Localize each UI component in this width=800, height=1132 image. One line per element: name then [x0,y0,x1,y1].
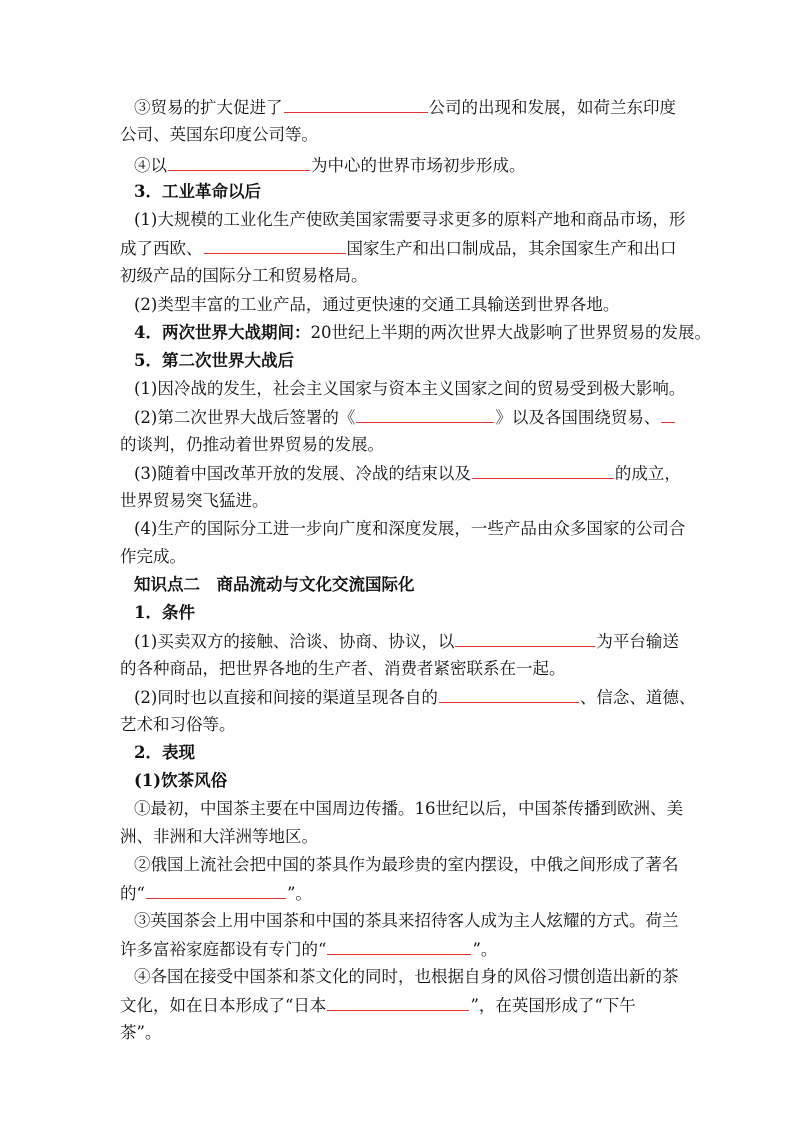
fill-blank[interactable] [356,406,494,423]
fill-blank[interactable] [204,237,346,254]
text-line: 公司、英国东印度公司等。 [120,125,318,144]
text-line: ④各国在接受中国茶和茶文化的同时，也根据自身的风俗习惯创造出新的茶 [134,967,679,986]
fill-blank[interactable] [146,882,286,899]
text-line: (1)大规模的工业化生产使欧美国家需要寻求更多的原料产地和商品市场，形 [134,210,686,229]
fill-blank[interactable] [284,96,428,113]
text-line: 茶”。 [120,1023,162,1042]
text-line: 世界贸易突飞猛进。 [120,491,269,510]
fill-blank[interactable] [455,630,595,647]
text-line: (3)随着中国改革开放的发展、冷战的结束以及 的成立， [134,464,681,483]
text-line: 的“ ”。 [120,884,312,903]
text-line: ③英国茶会上用中国茶和中国的茶具来招待客人成为主人炫耀的方式。荷兰 [134,911,679,930]
text-line: 艺术和习俗等。 [120,715,236,734]
text-line-world-market: ④以 为中心的世界市场初步形成。 [134,156,526,175]
text-line: 的各种商品，把世界各地的生产者、消费者紧密联系在一起。 [120,659,566,678]
text-line: (2)类型丰富的工业产品，通过更快速的交通工具输送到世界各地。 [134,295,620,314]
fill-blank[interactable] [439,686,579,703]
text-line: 作完成。 [120,547,186,566]
text-line: (1)买卖双方的接触、洽谈、协商、协议，以 为平台输送 [134,632,679,651]
section-heading: 2．表现 [134,743,195,762]
text-line: (2)第二次世界大战后签署的《 》以及各国围绕贸易、 [134,406,676,429]
fill-blank[interactable] [168,154,310,171]
text-line: 洲、非洲和大洋洲等地区。 [120,827,318,846]
fill-blank[interactable] [327,994,469,1011]
text-line: 初级产品的国际分工和贸易格局。 [120,266,368,285]
fill-blank[interactable] [327,938,471,955]
text-line: 许多富裕家庭都设有专门的“ ”。 [120,940,498,959]
text-line: 的谈判，仍推动着世界贸易的发展。 [120,435,384,454]
section-heading: 1．条件 [134,603,195,622]
text-line: 成了西欧、 国家生产和出口制成品，其余国家生产和出口 [120,239,677,258]
text-line: (2)同时也以直接和间接的渠道呈现各自的 、信念、道德、 [134,688,696,707]
text-line: (1)因冷战的发生，社会主义国家与资本主义国家之间的贸易受到极大影响。 [134,379,686,398]
text-line: ②俄国上流社会把中国的茶具作为最珍贵的室内摆设，中俄之间形成了著名 [134,855,679,874]
text-line: (4)生产的国际分工进一步向广度和深度发展，一些产品由众多国家的公司合 [134,519,686,538]
fill-blank[interactable] [472,462,614,479]
fill-blank[interactable] [661,406,675,423]
section-heading: 3．工业革命以后 [134,182,261,201]
text-line: ①最初，中国茶主要在中国周边传播。16世纪以后，中国茶传播到欧洲、美 [134,799,683,818]
text-line-trade-expansion: ③贸易的扩大促进了 公司的出现和发展，如荷兰东印度 [134,98,676,117]
section-heading: 5．第二次世界大战后 [134,351,294,370]
knowledge-point-heading: 知识点二 商品流动与文化交流国际化 [134,575,415,594]
subsection-heading: (1)饮茶风俗 [134,771,228,790]
text-line: 文化，如在日本形成了“日本 ”，在英国形成了“下午 [120,996,636,1015]
section-heading-wars: 4．两次世界大战期间：20世纪上半期的两次世界大战影响了世界贸易的发展。 [134,323,711,342]
